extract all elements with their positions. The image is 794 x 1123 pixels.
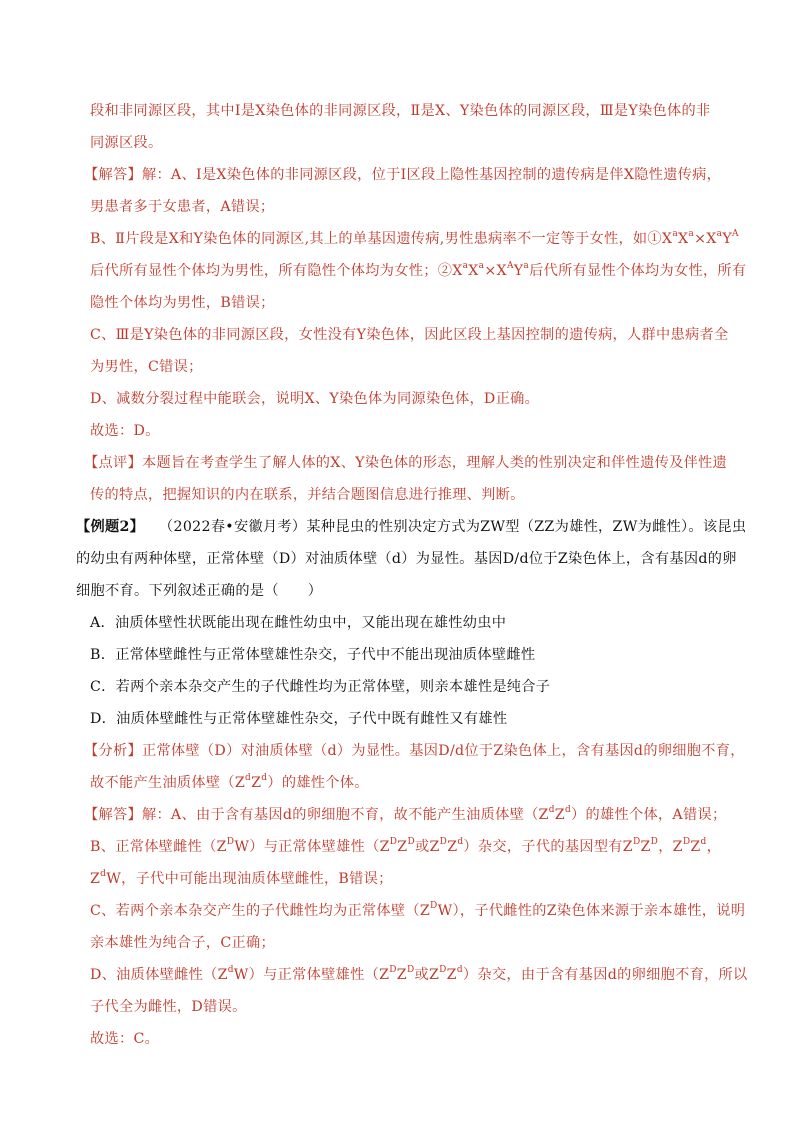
- analysis2-line-1: 【分析】正常体壁（D）对油质体壁（d）为显性。基因D/d位于Z染色体上，含有基因d的卵细胞不育，: [84, 743, 745, 759]
- comment-line-2: 传的特点，把握知识的内在联系，并结合题图信息进行推理、判断。: [90, 487, 525, 503]
- answer2-line-b1: B、正常体壁雌性$(Z^DW)$与正常体壁雄性（$Z^DZ^D$或$Z^DZ^d$）杂交，子代的基因型有$Z^DZ^D$，$Z^DZ^d$，: [90, 837, 722, 855]
- option-a: A．油质体壁性状既能出现在雌性幼虫中，又能出现在雄性幼虫中: [90, 615, 507, 631]
- option-b: B．正常体壁雌性与正常体壁雄性杂交，子代中不能出现油质体壁雌性: [90, 647, 536, 663]
- comment-line-1: 【点评】本题旨在考查学生了解人体的X、Y染色体的形态，理解人类的性别决定和伴性遗传及伴性遗: [84, 455, 728, 471]
- analysis2-line-2: 故不能产生油质体壁$(Z^dZ^d)$的雄性个体。: [90, 773, 369, 791]
- answer-line-d1: D、减数分裂过程中能联会，说明X、Y染色体为同源染色体，D正确。: [90, 391, 540, 407]
- answer2-line-b2: $Z^dW$，子代中可能出现油质体壁雌性，B错误；: [90, 869, 393, 887]
- answer2-line-d2: 子代全为雌性，D错误。: [90, 999, 247, 1015]
- answer2-line-d1: D、油质体壁雌性$(Z^dW)$与正常体壁雄性（$Z^DZ^D$或$Z^DZ^d$）杂交，由于含有基因d的卵细胞不育，所以: [90, 965, 748, 983]
- option-c: C．若两个亲本杂交产生的子代雌性均为正常体壁，则亲本雄性是纯合子: [90, 679, 551, 695]
- example-tag: 【例题2】: [76, 519, 145, 535]
- option-d: D．油质体壁雌性与正常体壁雄性杂交，子代中既有雌性又有雄性: [90, 711, 508, 727]
- question-line-2: 的幼虫有两种体壁，正常体壁（D）对油质体壁（d）为显性。基因D/d位于Z染色体上，含有基因d的卵: [76, 551, 737, 567]
- answer-select-1: 故选：D。: [90, 423, 160, 439]
- answer2-tag: 【解答】: [84, 807, 142, 823]
- answer2-line-c1: C、若两个亲本杂交产生的子代雌性均为正常体壁$(Z^DW)$，子代雌性的Z染色体来源于亲本雄性，说明: [90, 901, 746, 919]
- answer-tag: 【解答】: [84, 167, 142, 183]
- question-line-1: 【例题2】 （2022春•安徽月考）某种昆虫的性别决定方式为ZW型（ZZ为雄性，ZW为雌性）。该昆虫: [76, 519, 747, 535]
- answer-line-b2: 后代所有显性个体均为男性，所有隐性个体均为女性；$②X^aX^a\times X^AY^a$后代所有显性个体均为女性，所有: [90, 261, 747, 279]
- answer-line-c1: C、Ⅲ是Y染色体的非同源区段，女性没有Y染色体，因此区段上基因控制的遗传病，人群中患病者全: [90, 327, 729, 343]
- question-line-3: 细胞不育。下列叙述正确的是（ ）: [76, 583, 323, 599]
- analysis-line-1: 段和非同源区段，其中Ⅰ是X染色体的非同源区段，Ⅱ是X、Y染色体的同源区段，Ⅲ是Y染色体的非: [90, 103, 711, 119]
- answer-select-2: 故选：C。: [90, 1031, 160, 1047]
- answer-line-a1: [84, 165, 724, 185]
- answer-line-b1: B、Ⅱ片段是X和Y染色体的同源区,其上的单基因遗传病,男性患病率不一定等于女性，如$①X^aX^a\times X^aY^A$: [90, 229, 739, 247]
- answer-line-a2: 男患者多于女患者，A错误；: [90, 199, 275, 215]
- answer-line-b3: 隐性个体均为男性，B错误；: [90, 295, 275, 311]
- answer-line-c2: 为男性，C错误；: [90, 359, 203, 375]
- comment-tag: 【点评】: [84, 455, 142, 471]
- answer2-line-c2: 亲本雄性为纯合子，C正确；: [90, 935, 276, 951]
- answer2-line-a: 【解答】解：A、由于含有基因d的卵细胞不育，故不能产生油质体壁$(Z^dZ^d)$的雄性个体，A错误；: [84, 805, 727, 823]
- analysis-line-2: 同源区段。: [90, 135, 163, 151]
- analysis-tag: 【分析】: [84, 743, 142, 759]
- answer-text: 解：A、Ⅰ是X染色体的非同源区段，位于Ⅰ区段上隐性基因控制的遗传病是伴X隐性遗传病，: [141, 167, 722, 183]
